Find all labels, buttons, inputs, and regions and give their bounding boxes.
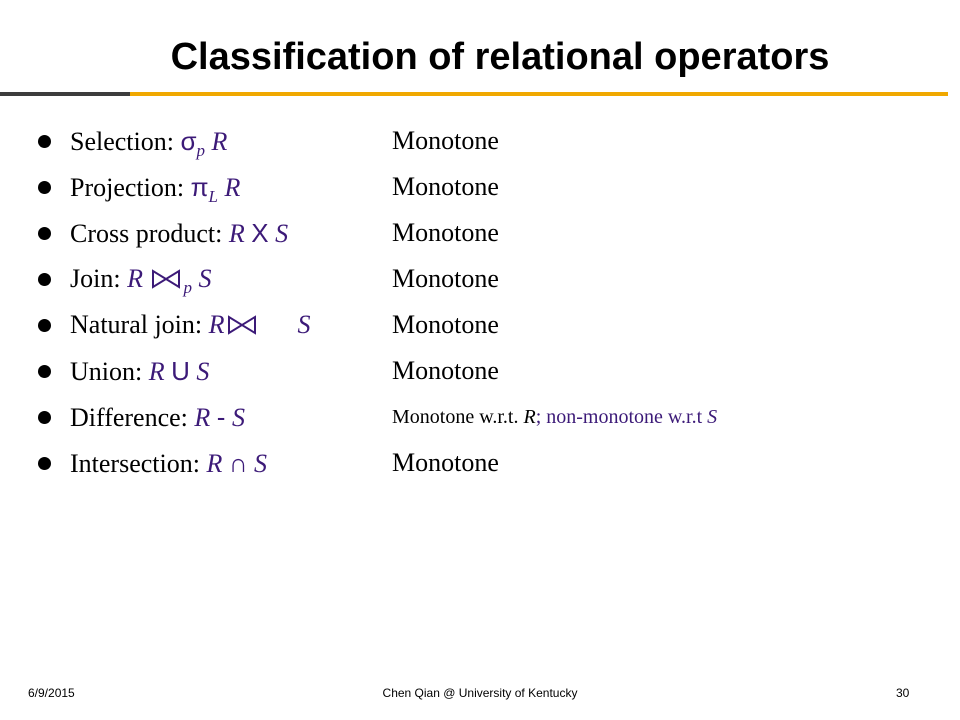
operator-expression	[229, 219, 288, 248]
footer-author: Chen Qian @ University of Kentucky	[382, 686, 578, 700]
operator-subscript: p	[183, 278, 192, 297]
classification-list	[392, 118, 952, 486]
page-number: 30	[896, 686, 910, 700]
classification-cross-product: Monotone	[392, 218, 499, 247]
operator-symbol: X	[251, 218, 269, 248]
classification-join: Monotone	[392, 264, 499, 293]
operator-symbol: ∩	[228, 448, 248, 478]
classification-selection: Monotone	[392, 126, 499, 155]
classification-text: Monotone w.r.t.	[392, 406, 524, 428]
relation-r: R	[211, 127, 228, 156]
operator-name: Natural join:	[70, 310, 203, 339]
relation-r: R	[523, 406, 536, 428]
bullet-icon	[38, 273, 51, 286]
relation-s: S	[254, 449, 268, 478]
operator-expression	[149, 357, 210, 386]
relation-r: R	[148, 357, 165, 386]
bullet-icon	[38, 319, 51, 332]
operator-subscript: L	[208, 187, 219, 206]
relation-r: R	[228, 219, 245, 248]
operator-expression	[127, 264, 212, 297]
classification-natural-join: Monotone	[392, 310, 499, 339]
list-item-cross-product	[34, 210, 394, 256]
title-rule-dark	[0, 92, 130, 96]
bullet-icon	[38, 411, 51, 424]
operator-symbol: σ	[180, 126, 197, 156]
title-rule-accent	[130, 92, 948, 96]
operator-expression	[180, 126, 228, 160]
bowtie-icon	[227, 315, 257, 335]
list-item-join	[34, 256, 394, 302]
classification-text: ; non-monotone w.r.t	[535, 406, 708, 428]
relation-s: S	[196, 357, 210, 386]
operator-name: Difference:	[70, 403, 188, 432]
bullet-icon	[38, 227, 51, 240]
classification-difference	[392, 394, 952, 440]
operator-name: Intersection:	[70, 449, 200, 478]
relation-s: S	[297, 310, 311, 339]
relation-s: S	[707, 406, 718, 428]
operator-name: Union:	[70, 357, 143, 386]
classification-union: Monotone	[392, 356, 499, 385]
operator-expression	[206, 449, 267, 478]
operator-name: Projection:	[70, 173, 185, 202]
list-item-selection	[34, 118, 394, 164]
operator-list	[34, 118, 394, 486]
footer-date: 6/9/2015	[28, 686, 75, 700]
list-item-projection	[34, 164, 394, 210]
operator-expression	[209, 310, 311, 339]
relation-r: R	[208, 310, 225, 339]
operator-expression	[190, 172, 241, 206]
list-item-union	[34, 348, 394, 394]
relation-r: R	[224, 173, 241, 202]
operator-symbol: π	[190, 172, 209, 202]
relation-r: R	[206, 449, 223, 478]
list-item-difference	[34, 394, 394, 440]
relation-r: R	[194, 403, 211, 432]
bowtie-icon	[151, 269, 181, 289]
operator-symbol: -	[216, 402, 226, 432]
list-item-natural-join	[34, 302, 394, 348]
operator-name: Selection:	[70, 127, 174, 156]
relation-s: S	[231, 403, 245, 432]
bullet-icon	[38, 181, 51, 194]
relation-r: R	[127, 264, 143, 293]
bullet-icon	[38, 135, 51, 148]
operator-name: Join:	[70, 264, 121, 293]
relation-s: S	[275, 219, 289, 248]
relation-s: S	[198, 264, 212, 293]
list-item-intersection	[34, 440, 394, 486]
operator-subscript: p	[196, 141, 206, 160]
operator-symbol: U	[171, 356, 190, 386]
classification-intersection: Monotone	[392, 448, 499, 477]
operator-name: Cross product:	[70, 219, 223, 248]
bullet-icon	[38, 457, 51, 470]
bullet-icon	[38, 365, 51, 378]
operator-expression	[194, 403, 245, 432]
slide-title: Classification of relational operators	[170, 36, 830, 78]
classification-projection: Monotone	[392, 172, 499, 201]
